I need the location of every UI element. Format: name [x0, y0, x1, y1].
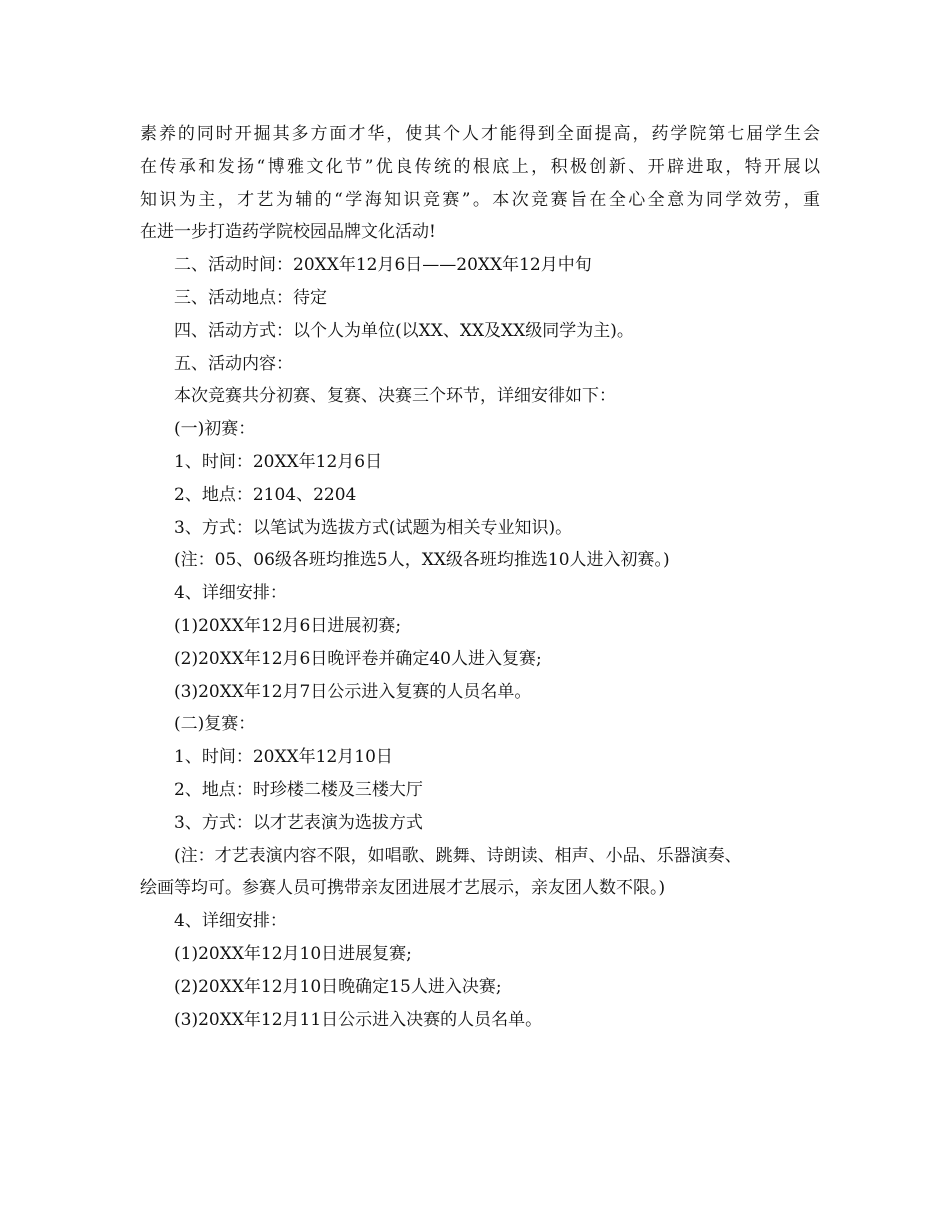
semifinal-note: (注：才艺表演内容不限，如唱歌、跳舞、诗朗读、相声、小品、乐器演奏、 [174, 845, 742, 866]
semifinal-note-continued: 绘画等均可。参赛人员可携带亲友团进展才艺展示，亲友团人数不限。) [140, 878, 666, 899]
semifinal-schedule-heading: 4、详细安排： [174, 911, 287, 932]
semifinal-schedule-item: (1)20XX年12月10日进展复赛; [174, 943, 412, 964]
preliminary-time: 1、时间：20XX年12月6日 [174, 451, 383, 472]
intro-line: 在进一步打造药学院校园品牌文化活动! [140, 222, 436, 243]
preliminary-note: (注：05、06级各班均推选5人，XX级各班均推选10人进入初赛。) [174, 550, 670, 571]
semifinal-place: 2、地点：时珍楼二楼及三楼大厅 [174, 779, 423, 800]
intro-line: 素养的同时开掘其多方面才华，使其个人才能得到全面提高，药学院第七届学生会 [140, 124, 820, 144]
activity-place: 三、活动地点：待定 [174, 287, 327, 308]
semifinal-method: 3、方式：以才艺表演为选拔方式 [174, 812, 423, 833]
preliminary-method: 3、方式：以笔试为选拔方式(试题为相关专业知识)。 [174, 517, 573, 538]
preliminary-schedule-item: (2)20XX年12月6日晚评卷并确定40人进入复赛; [174, 648, 542, 669]
preliminary-place: 2、地点：2104、2204 [174, 484, 357, 505]
semifinal-schedule-item: (2)20XX年12月10日晚确定15人进入决赛; [174, 976, 502, 997]
activity-time: 二、活动时间：20XX年12月6日——20XX年12月中旬 [174, 255, 592, 276]
activity-method: 四、活动方式：以个人为单位(以XX、XX及XX级同学为主)。 [174, 320, 634, 341]
preliminary-schedule-item: (1)20XX年12月6日进展初赛; [174, 615, 402, 636]
intro-line: 在传承和发扬“博雅文化节”优良传统的根底上，积极创新、开辟进取，特开展以 [140, 156, 820, 177]
preliminary-schedule-heading: 4、详细安排： [174, 583, 287, 604]
preliminary-heading: (一)初赛： [174, 419, 256, 440]
preliminary-schedule-item: (3)20XX年12月7日公示进入复赛的人员名单。 [174, 681, 532, 702]
activity-content-heading: 五、活动内容： [174, 353, 293, 374]
intro-line: 知识为主，才艺为辅的“学海知识竞赛”。本次竞赛旨在全心全意为同学效劳，重 [140, 189, 820, 210]
activity-content-intro: 本次竞赛共分初赛、复赛、决赛三个环节，详细安徘如下： [174, 386, 616, 407]
semifinal-schedule-item: (3)20XX年12月11日公示进入决赛的人员名单。 [174, 1009, 543, 1030]
semifinal-time: 1、时间：20XX年12月10日 [174, 747, 393, 768]
semifinal-heading: (二)复赛： [174, 714, 256, 735]
document-body [140, 118, 820, 1036]
